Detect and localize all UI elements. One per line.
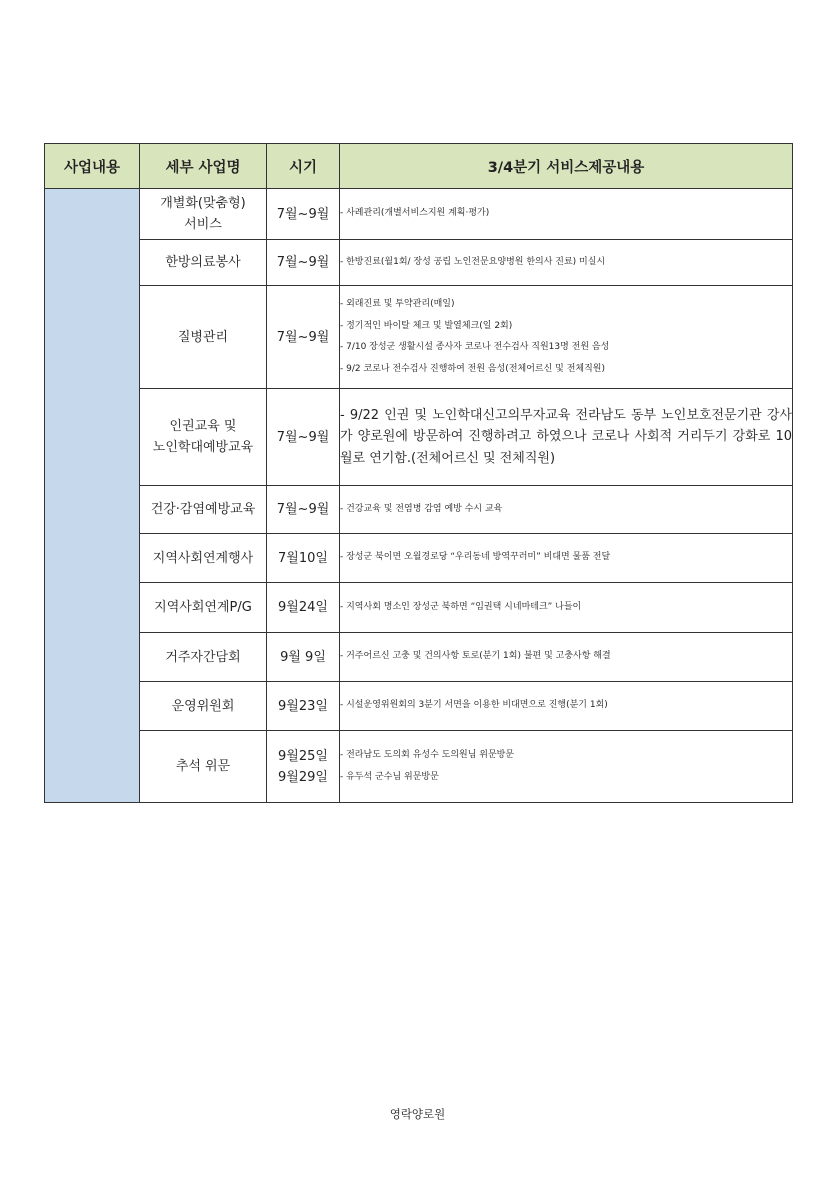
table-row (45, 286, 793, 389)
period-cell (267, 534, 340, 583)
program-name-cell (140, 240, 267, 286)
header-service-content: 3/4분기 서비스제공내용 (340, 144, 793, 189)
header-period: 시기 (267, 144, 340, 189)
period-value: 7월~9월 (276, 255, 330, 270)
program-name: 지역사회연계P/G (154, 600, 252, 615)
period-value: 7월~9월 (276, 329, 330, 345)
period-value: 9월24일 (278, 600, 328, 615)
header-program-name: 세부 사업명 (140, 144, 267, 189)
program-name: 운영위원회 (171, 698, 235, 714)
program-name-cell (140, 633, 267, 682)
period-cell (267, 682, 340, 731)
header-category: 사업내용 (45, 144, 140, 189)
program-name-cell (140, 534, 267, 583)
table-header-row (45, 144, 793, 189)
content-line: - 지역사회 명소인 장성군 북하면 “임권택 시네마테크” 나들이 (340, 601, 582, 612)
organization-footer: 영락양로원 (389, 1107, 446, 1121)
table-row (45, 583, 793, 633)
table-row (45, 534, 793, 583)
period-cell (267, 486, 340, 534)
content-cell (340, 583, 793, 633)
period-cell (267, 731, 340, 803)
program-name: 질병관리 (177, 329, 229, 345)
content-line: - 9/2 코로나 전수검사 진행하여 전원 음성(전체어르신 및 전체직원) (340, 363, 605, 374)
period-value: 7월~9월 (276, 206, 330, 222)
period-cell (267, 189, 340, 240)
program-name: 개별화(맞춤형) (160, 196, 246, 211)
period-cell (267, 240, 340, 286)
period-value: 9월25일 (278, 748, 328, 764)
content-cell (340, 731, 793, 803)
period-cell (267, 389, 340, 486)
content-line: - 7/10 장성군 생활시설 종사자 코로나 전수검사 직원13명 전원 음성 (340, 342, 610, 352)
period-cell (267, 633, 340, 682)
period-cell (267, 583, 340, 633)
period-cell (267, 286, 340, 389)
program-name: 노인학대예방교육 (152, 440, 254, 455)
content-line: - 외래진료 및 투약관리(매일) (340, 299, 455, 309)
category-cell (45, 189, 140, 803)
period-value: 9월29일 (278, 769, 328, 785)
table-row (45, 682, 793, 731)
program-name: 거주자간담회 (165, 649, 241, 665)
content-cell (340, 633, 793, 682)
program-name-cell (140, 286, 267, 389)
table-row (45, 731, 793, 803)
period-value: 9월 9일 (280, 649, 326, 665)
program-name: 서비스 (184, 217, 222, 232)
program-name-cell (140, 486, 267, 534)
content-line: - 건강교육 및 전염병 감염 예방 수시 교육 (340, 503, 503, 514)
program-name-cell (140, 583, 267, 633)
table-row (45, 240, 793, 286)
program-name: 한방의료봉사 (165, 255, 241, 270)
content-cell (340, 389, 793, 486)
program-name-cell (140, 189, 267, 240)
program-name-cell (140, 389, 267, 486)
table-row (45, 189, 793, 240)
content-cell (340, 534, 793, 583)
table-row (45, 389, 793, 486)
period-value: 7월10일 (278, 550, 328, 566)
program-name: 인권교육 및 (169, 419, 237, 434)
content-cell (340, 486, 793, 534)
content-line: - 유두석 군수님 위문방문 (340, 771, 439, 782)
content-line: - 전라남도 도의회 유성수 도의원님 위문방문 (340, 750, 515, 760)
content-line: - 사례관리(개별서비스지원 계획·평가) (340, 208, 490, 219)
content-line: - 시설운영위원회의 3분기 서면을 이용한 비대면으로 진행(분기 1회) (340, 700, 608, 711)
content-line: - 한방진료(월1회/ 장성 공립 노인전문요양병원 한의사 진료) 미실시 (340, 256, 606, 267)
content-line: - 장성군 북이면 오월경로당 “우리동네 방역꾸러미” 비대면 물품 전달 (340, 552, 611, 563)
content-line: - 정기적인 바이탈 체크 및 발열체크(일 2회) (340, 320, 513, 331)
period-value: 7월~9월 (276, 429, 330, 445)
table-row (45, 486, 793, 534)
content-cell (340, 682, 793, 731)
program-name-cell (140, 682, 267, 731)
content-cell (340, 189, 793, 240)
content-cell (340, 286, 793, 389)
content-paragraph: - 9/22 인권 및 노인학대신고의무자교육 전라남도 동부 노인보호전문기관 강사가 양로원에 방문하여 진행하려고 하였으나 코로나 사회적 거리두기 강화로 10월로 연기함.(전체어르신 및 전체직원) (340, 407, 792, 466)
period-value: 7월~9월 (276, 502, 330, 517)
service-plan-table (44, 143, 793, 803)
period-value: 9월23일 (278, 698, 328, 714)
program-name: 추석 위문 (175, 759, 231, 774)
table-row (45, 633, 793, 682)
content-line: - 거주어르신 고충 및 건의사항 토로(분기 1회) 불편 및 고충사항 해결 (340, 651, 611, 662)
content-cell (340, 240, 793, 286)
program-name: 건강·감염예방교육 (150, 502, 256, 517)
program-name-cell (140, 731, 267, 803)
program-name: 지역사회연계행사 (152, 550, 254, 566)
